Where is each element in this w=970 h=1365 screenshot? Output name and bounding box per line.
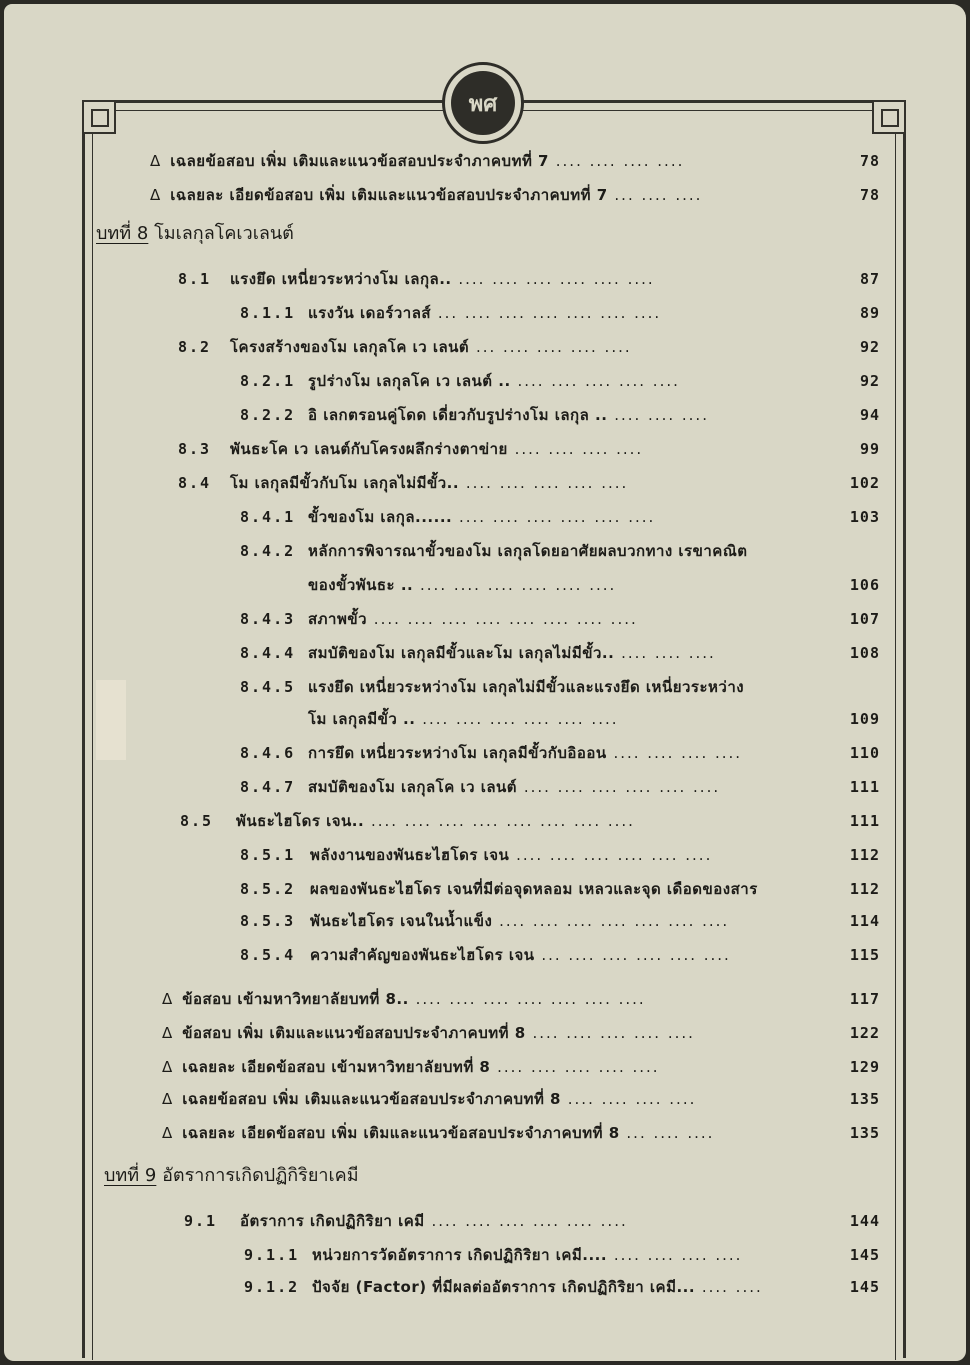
toc-item-title: พันธะไฮโดร เจน..: [236, 812, 365, 830]
toc-item-title: อิ เลกตรอนคู่โดด เดี่ยวกับรูปร่างโม เลกุล ..: [308, 406, 608, 424]
section-number: 8.2: [178, 338, 212, 356]
section-number: 8.4.2: [240, 542, 296, 560]
page-number: 117: [849, 990, 880, 1008]
leader-dots: .... .... .... .... .... ....: [451, 270, 655, 288]
page-number: 108: [849, 644, 880, 662]
leader-dots: .... .... .... .... .... ....: [509, 846, 713, 864]
toc-item-title: สภาพขั้ว: [308, 610, 368, 628]
delta-marker-icon: Δ: [162, 1058, 173, 1076]
page-number: 129: [849, 1058, 880, 1076]
leader-dots: .... .... .... .... .... .... .... ....: [367, 610, 638, 628]
section-number: 8.5: [180, 812, 214, 830]
toc-item: [230, 474, 628, 492]
leader-dots: .... .... .... .... .... ....: [452, 508, 656, 526]
section-number: 8.4.6: [240, 744, 296, 762]
section-number: 8.4.3: [240, 610, 296, 628]
leader-dots: .... .... .... ....: [606, 744, 743, 762]
toc-item-title: หน่วยการวัดอัตราการ เกิดปฏิกิริยา เคมี....: [312, 1246, 608, 1264]
toc-item: [230, 440, 643, 458]
page-number: 135: [849, 1124, 880, 1142]
toc-item: [162, 1124, 714, 1142]
section-number: 8.1.1: [240, 304, 296, 322]
leader-dots: .... .... .... .... .... ....: [424, 1212, 628, 1230]
section-number: 8.5.2: [240, 880, 296, 898]
delta-marker-icon: Δ: [150, 152, 161, 170]
delta-marker-icon: Δ: [162, 990, 173, 1008]
toc-item: [308, 508, 655, 526]
leader-dots: .... .... .... .... ....: [525, 1024, 695, 1042]
page-number: 99: [859, 440, 880, 458]
toc-item-title: เฉลยละ เอียดข้อสอบ เพิ่ม เติมและแนวข้อสอบประจำภาคบทที่ 7: [170, 186, 608, 204]
toc-item-title: พันธะไฮโดร เจนในน้ำแข็ง: [310, 912, 493, 930]
page-number: 112: [849, 880, 880, 898]
delta-marker-icon: Δ: [162, 1024, 173, 1042]
chapter-title: อัตราการเกิดปฏิกิริยาเคมี: [162, 1165, 359, 1186]
section-number: 9.1.2: [244, 1278, 300, 1296]
toc-item: [308, 678, 744, 696]
toc-item-title: อัตราการ เกิดปฏิกิริยา เคมี: [240, 1212, 425, 1230]
section-number: 8.5.3: [240, 912, 296, 930]
toc-item: [308, 372, 680, 390]
leader-dots: .... .... ....: [614, 644, 716, 662]
toc-item-title: โม เลกุลมีขั้วกับโม เลกุลไม่มีขั้ว..: [230, 474, 460, 492]
leader-dots: ... .... ....: [607, 186, 703, 204]
leader-dots: .... .... .... .... .... ....: [517, 778, 721, 796]
leader-dots: .... .... .... ....: [607, 1246, 743, 1264]
chapter-heading: [96, 218, 294, 247]
toc-item: [308, 406, 709, 424]
toc-item-title-cont: โม เลกุลมีขั้ว ..: [308, 710, 416, 728]
toc-item: [310, 880, 758, 898]
toc-item: [310, 946, 731, 964]
section-number: 8.2.1: [240, 372, 296, 390]
toc-item: [312, 1278, 763, 1296]
toc-item-title: หลักการพิจารณาขั้วของโม เลกุลโดยอาศัยผลบวกทาง เรขาคณิต: [308, 542, 748, 560]
toc-item: [310, 846, 712, 864]
leader-dots: .... .... .... .... .... ....: [415, 710, 619, 728]
toc-item: [308, 304, 661, 322]
page-number: 103: [849, 508, 880, 526]
toc-item-title: รูปร่างโม เลกุลโค เว เลนต์ ..: [308, 372, 511, 390]
section-number: 8.4.1: [240, 508, 296, 526]
logo-text: พศ: [451, 71, 515, 135]
section-number: 8.4.5: [240, 678, 296, 696]
page-number: 106: [849, 576, 880, 594]
page-number: 78: [859, 186, 880, 204]
section-number: 9.1.1: [244, 1246, 300, 1264]
section-number: 8.4: [178, 474, 212, 492]
publisher-logo: [442, 62, 524, 144]
page-number: 135: [849, 1090, 880, 1108]
page-number: 109: [849, 710, 880, 728]
toc-item: [150, 152, 684, 170]
page-number: 87: [859, 270, 880, 288]
page-number: 114: [849, 912, 880, 930]
toc-item: [308, 542, 748, 560]
toc-item-title: ข้อสอบ เพิ่ม เติมและแนวข้อสอบประจำภาคบทที่ 8: [182, 1024, 526, 1042]
chapter-heading: [104, 1160, 359, 1189]
toc-item: [240, 1212, 628, 1230]
leader-dots: .... .... ....: [607, 406, 709, 424]
toc-item: [312, 1246, 742, 1264]
toc-item-continued: [308, 710, 619, 728]
toc-item-title: การยึด เหนี่ยวระหว่างโม เลกุลมีขั้วกับอิออน: [308, 744, 607, 762]
page-number: 92: [859, 338, 880, 356]
page-number: 115: [849, 946, 880, 964]
toc-item: [310, 912, 729, 930]
page-number: 145: [849, 1278, 880, 1296]
leader-dots: .... ....: [695, 1278, 763, 1296]
toc-item-continued: [308, 576, 616, 594]
leader-dots: .... .... .... ....: [561, 1090, 697, 1108]
page-number: 94: [859, 406, 880, 424]
page-number: 89: [859, 304, 880, 322]
leader-dots: .... .... .... .... .... .... ....: [492, 912, 730, 930]
toc-item-title: ผลของพันธะไฮโดร เจนที่มีต่อจุดหลอม เหลวและจุด เดือดของสาร: [310, 880, 758, 898]
toc-item-title-cont: ของขั้วพันธะ ..: [308, 576, 414, 594]
section-number: 9.1: [184, 1212, 218, 1230]
toc-item: [162, 990, 646, 1008]
leader-dots: ... .... .... .... .... .... ....: [431, 304, 662, 322]
section-number: 8.1: [178, 270, 212, 288]
toc-item: [308, 744, 742, 762]
delta-marker-icon: Δ: [150, 186, 161, 204]
leader-dots: .... .... .... .... ....: [490, 1058, 660, 1076]
toc-item: [236, 812, 635, 830]
page-number: 102: [849, 474, 880, 492]
section-number: 8.5.1: [240, 846, 296, 864]
page-number: 107: [849, 610, 880, 628]
page-number: 111: [849, 812, 880, 830]
toc-item: [230, 270, 655, 288]
page-number: 122: [849, 1024, 880, 1042]
section-number: 8.4.4: [240, 644, 296, 662]
toc-item: [308, 778, 720, 796]
leader-dots: .... .... .... .... ....: [459, 474, 629, 492]
toc-item: [162, 1024, 695, 1042]
toc-item-title: ปัจจัย (Factor) ที่มีผลต่ออัตราการ เกิดปฏิกิริยา เคมี...: [312, 1278, 696, 1296]
section-number: 8.5.4: [240, 946, 296, 964]
leader-dots: .... .... .... .... .... ....: [413, 576, 617, 594]
toc-item: [308, 644, 716, 662]
toc-item-title: ความสำคัญของพันธะไฮโดร เจน: [310, 946, 535, 964]
leader-dots: ... .... .... .... ....: [469, 338, 632, 356]
section-number: 8.4.7: [240, 778, 296, 796]
leader-dots: ... .... ....: [619, 1124, 715, 1142]
page-number: 112: [849, 846, 880, 864]
page-number: 92: [859, 372, 880, 390]
toc-item-title: เฉลยข้อสอบ เพิ่ม เติมและแนวข้อสอบประจำภาคบทที่ 8: [182, 1090, 561, 1108]
toc-item-title: ขั้วของโม เลกุล......: [308, 508, 453, 526]
page-number: 145: [849, 1246, 880, 1264]
toc-item-title: สมบัติของโม เลกุลโค เว เลนต์: [308, 778, 518, 796]
section-number: 8.2.2: [240, 406, 296, 424]
leader-dots: .... .... .... .... ....: [510, 372, 680, 390]
toc-item-title: แรงวัน เดอร์วาลส์: [308, 304, 432, 322]
toc-item: [150, 186, 702, 204]
toc-item-title: สมบัติของโม เลกุลมีขั้วและโม เลกุลไม่มีขั้ว..: [308, 644, 615, 662]
toc-item-title: ข้อสอบ เข้ามหาวิทยาลัยบทที่ 8..: [182, 990, 409, 1008]
toc-item-title: แรงยึด เหนี่ยวระหว่างโม เลกุลไม่มีขั้วและแรงยึด เหนี่ยวระหว่าง: [308, 678, 745, 696]
chapter-label: บทที่ 8: [96, 223, 149, 244]
toc-item: [308, 610, 638, 628]
toc-item: [230, 338, 632, 356]
toc-item-title: พลังงานของพันธะไฮโดร เจน: [310, 846, 510, 864]
leader-dots: ... .... .... .... .... ....: [534, 946, 731, 964]
toc-item: [162, 1090, 696, 1108]
toc-item-title: โครงสร้างของโม เลกุลโค เว เลนต์: [230, 338, 470, 356]
section-number: 8.3: [178, 440, 212, 458]
toc-item-title: พันธะโค เว เลนต์กับโครงผลึกร่างตาข่าย: [230, 440, 508, 458]
toc-item-title: เฉลยละ เอียดข้อสอบ เพิ่ม เติมและแนวข้อสอบประจำภาคบทที่ 8: [182, 1124, 620, 1142]
page-number: 110: [849, 744, 880, 762]
leader-dots: .... .... .... ....: [507, 440, 644, 458]
page-number: 144: [849, 1212, 880, 1230]
leader-dots: .... .... .... .... .... .... ....: [408, 990, 646, 1008]
delta-marker-icon: Δ: [162, 1124, 173, 1142]
chapter-label: บทที่ 9: [104, 1165, 157, 1186]
page-number: 78: [859, 152, 880, 170]
leader-dots: .... .... .... ....: [549, 152, 685, 170]
delta-marker-icon: Δ: [162, 1090, 173, 1108]
toc-item: [162, 1058, 660, 1076]
toc-item-title: เฉลยละ เอียดข้อสอบ เข้ามหาวิทยาลัยบทที่ 8: [182, 1058, 491, 1076]
leader-dots: .... .... .... .... .... .... .... ....: [364, 812, 635, 830]
toc-item-title: แรงยึด เหนี่ยวระหว่างโม เลกุล..: [230, 270, 452, 288]
page-number: 111: [849, 778, 880, 796]
toc-item-title: เฉลยข้อสอบ เพิ่ม เติมและแนวข้อสอบประจำภาคบทที่ 7: [170, 152, 549, 170]
chapter-title: โมเลกุลโคเวเลนต์: [154, 223, 294, 244]
